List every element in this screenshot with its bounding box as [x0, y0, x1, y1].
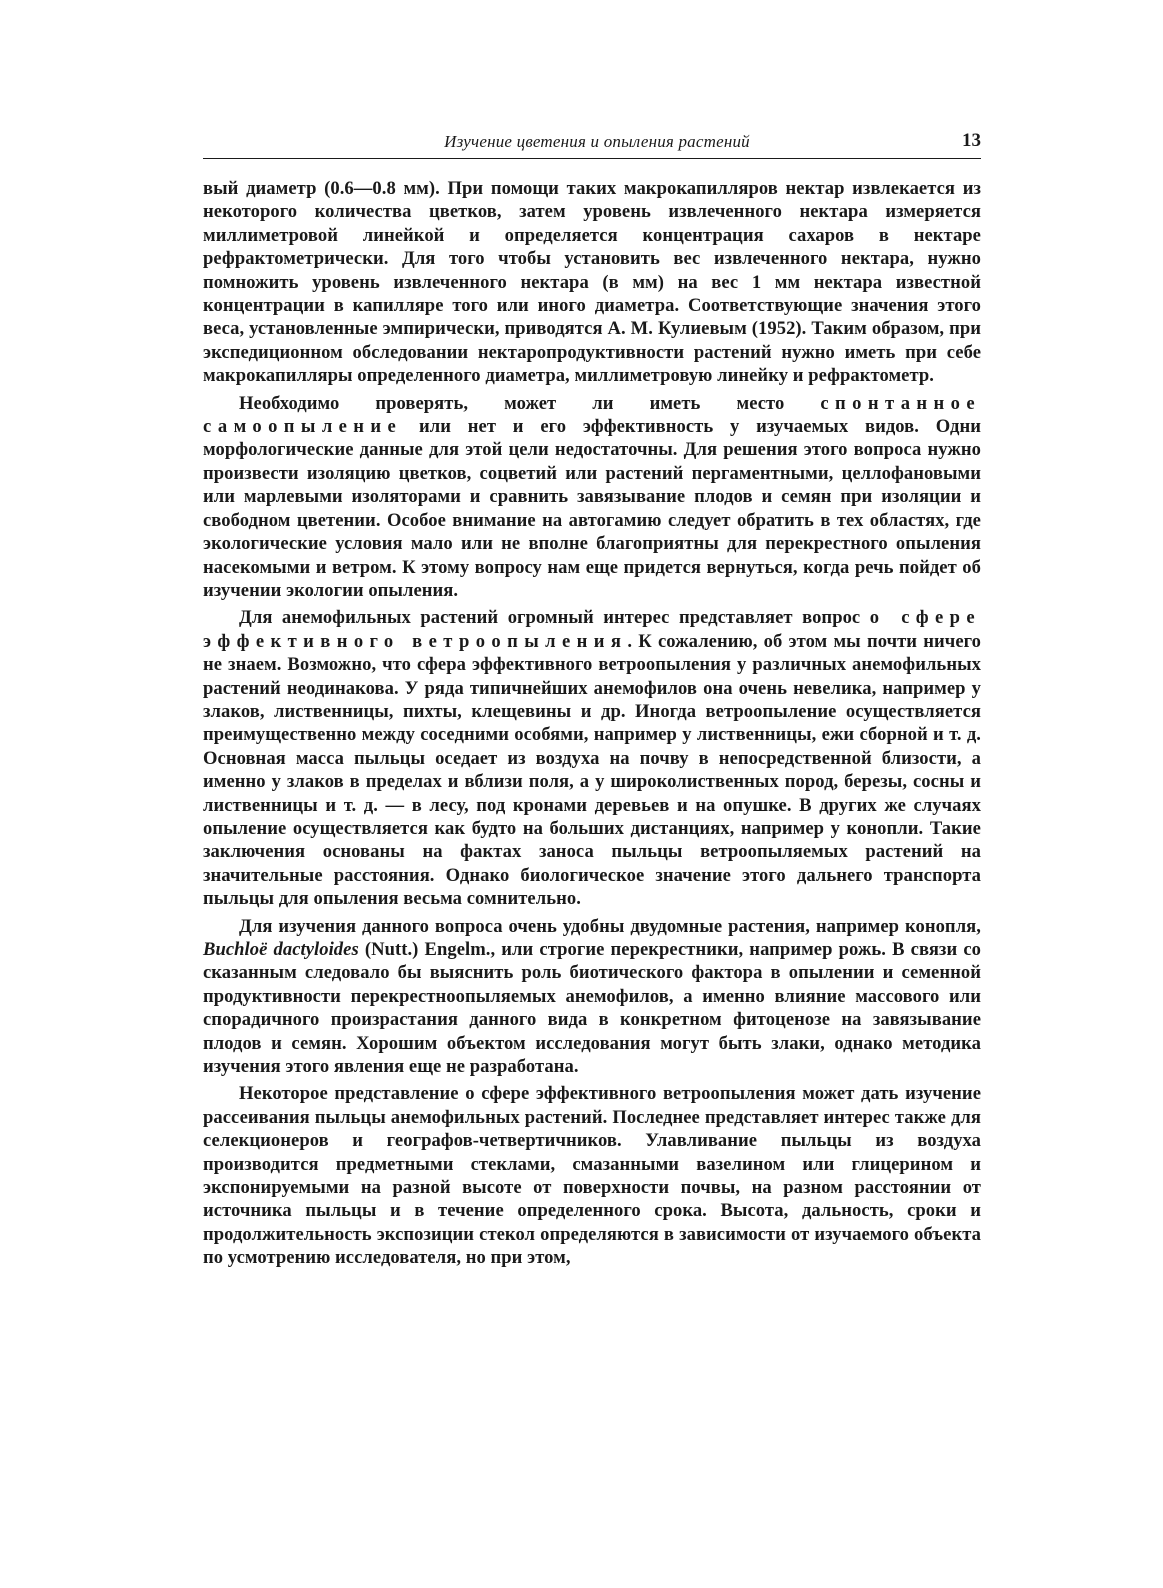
latin-species-name: Buchloë dactyloides	[203, 939, 359, 960]
spaced-term-wind-pollination: о сфере эффективного ветроопыления	[203, 607, 981, 652]
paragraph-3	[203, 606, 981, 910]
running-header	[203, 128, 981, 159]
body-text	[203, 177, 981, 1270]
paragraph-2-rest: или нет и его эффективность у изучаемых видов. Одни морфологические данные для этой цели недостаточны. Для решения этого вопроса нужно произвести изоляцию цветков, соцветий или растений пергаментными, целлофановыми или марлевыми изоляторами и сравнить завязывание плодов и семян при изоляции и свободном цветении. Особое внимание на автогамию следует обратить в тех областях, где экологические условия мало или не вполне благоприятны для перекрестного опыления насекомыми и ветром. К этому вопросу нам еще придется вернуться, когда речь пойдет об изучении экологии опыления.	[203, 416, 981, 601]
spaced-term-self-pollination: спонтанное самоопыление	[203, 392, 981, 438]
paragraph-2	[203, 392, 981, 603]
paragraph-3-rest: . К сожалению, об этом мы почти ничего не знаем. Возможно, что сфера эффективного ветроопыления у различных анемофильных растений неодинакова. У ряда типичнейших анемофилов она очень невелика, например у злаков, лиственницы, пихты, клещевины и др. Иногда ветроопыление осуществляется преимущественно между соседними особями, например у лиственницы, ежи сборной и т. д. Основная масса пыльцы оседает из воздуха на почву в непосредственной близости, а именно у злаков в пределах и вблизи поля, а у широколиственных пород, березы, сосны и лиственницы и т. д. — в лесу, под кронами деревьев и на опушке. В других же случаях опыление осуществляется как будто на больших дистанциях, например у конопли. Такие заключения основаны на фактах заноса пыльцы ветроопыляемых растений на значительные расстояния. Однако биологическое значение этого дальнего транспорта пыльцы для опыления весьма сомнительно.	[203, 630, 981, 910]
paragraph-3-lead: Для анемофильных растений огромный интерес представляет вопрос	[239, 607, 870, 629]
running-title: Изучение цветения и опыления растений	[444, 132, 750, 151]
paragraph-4-lead: Для изучения данного вопроса очень удобны двудомные растения, например конопля,	[239, 915, 981, 937]
paragraph-4	[203, 915, 981, 1079]
document-page	[203, 128, 981, 1274]
paragraph-2-lead: Необходимо проверять, может ли иметь место	[239, 392, 821, 414]
page-number: 13	[962, 130, 981, 151]
paragraph-4-rest: (Nutt.) Engelm., или строгие перекрестники, например рожь. В связи со сказанным следовало бы выяснить роль биотического фактора в опылении и семенной продуктивности перекрестноопыляемых анемофилов, а именно влияние массового или спорадичного произрастания данного вида в конкретном фитоценозе на завязывание плодов и семян. Хорошим объектом исследования могут быть злаки, однако методика изучения этого явления еще не разработана.	[203, 939, 981, 1078]
paragraph-5: Некоторое представление о сфере эффективного ветроопыления может дать изучение рассеивания пыльцы анемофильных растений. Последнее представляет интерес также для селекционеров и географов-четвертичников. Улавливание пыльцы из воздуха производится предметными стеклами, смазанными вазелином или глицерином и экспонируемыми на разной высоте от поверхности почвы, на разном расстоянии от источника пыльцы и в течение определенного срока. Высота, дальность, сроки и продолжительность экспозиции стекол определяются в зависимости от изучаемого объекта по усмотрению исследователя, но при этом,	[203, 1083, 981, 1269]
paragraph-1: вый диаметр (0.6—0.8 мм). При помощи таких макрокапилляров нектар извлекается из некоторого количества цветков, затем уровень извлеченного нектара измеряется миллиметровой линейкой и определяется концентрация сахаров в нектаре рефрактометрически. Для того чтобы установить вес извлеченного нектара, нужно помножить уровень извлеченного нектара (в мм) на вес 1 мм нектара известной концентрации в капилляре того или иного диаметра. Соответствующие значения этого веса, установленные эмпирически, приводятся А. М. Кулиевым (1952). Таким образом, при экспедиционном обследовании нектаропродуктивности растений нужно иметь при себе макрокапилляры определенного диаметра, миллиметровую линейку и рефрактометр.	[203, 178, 981, 387]
